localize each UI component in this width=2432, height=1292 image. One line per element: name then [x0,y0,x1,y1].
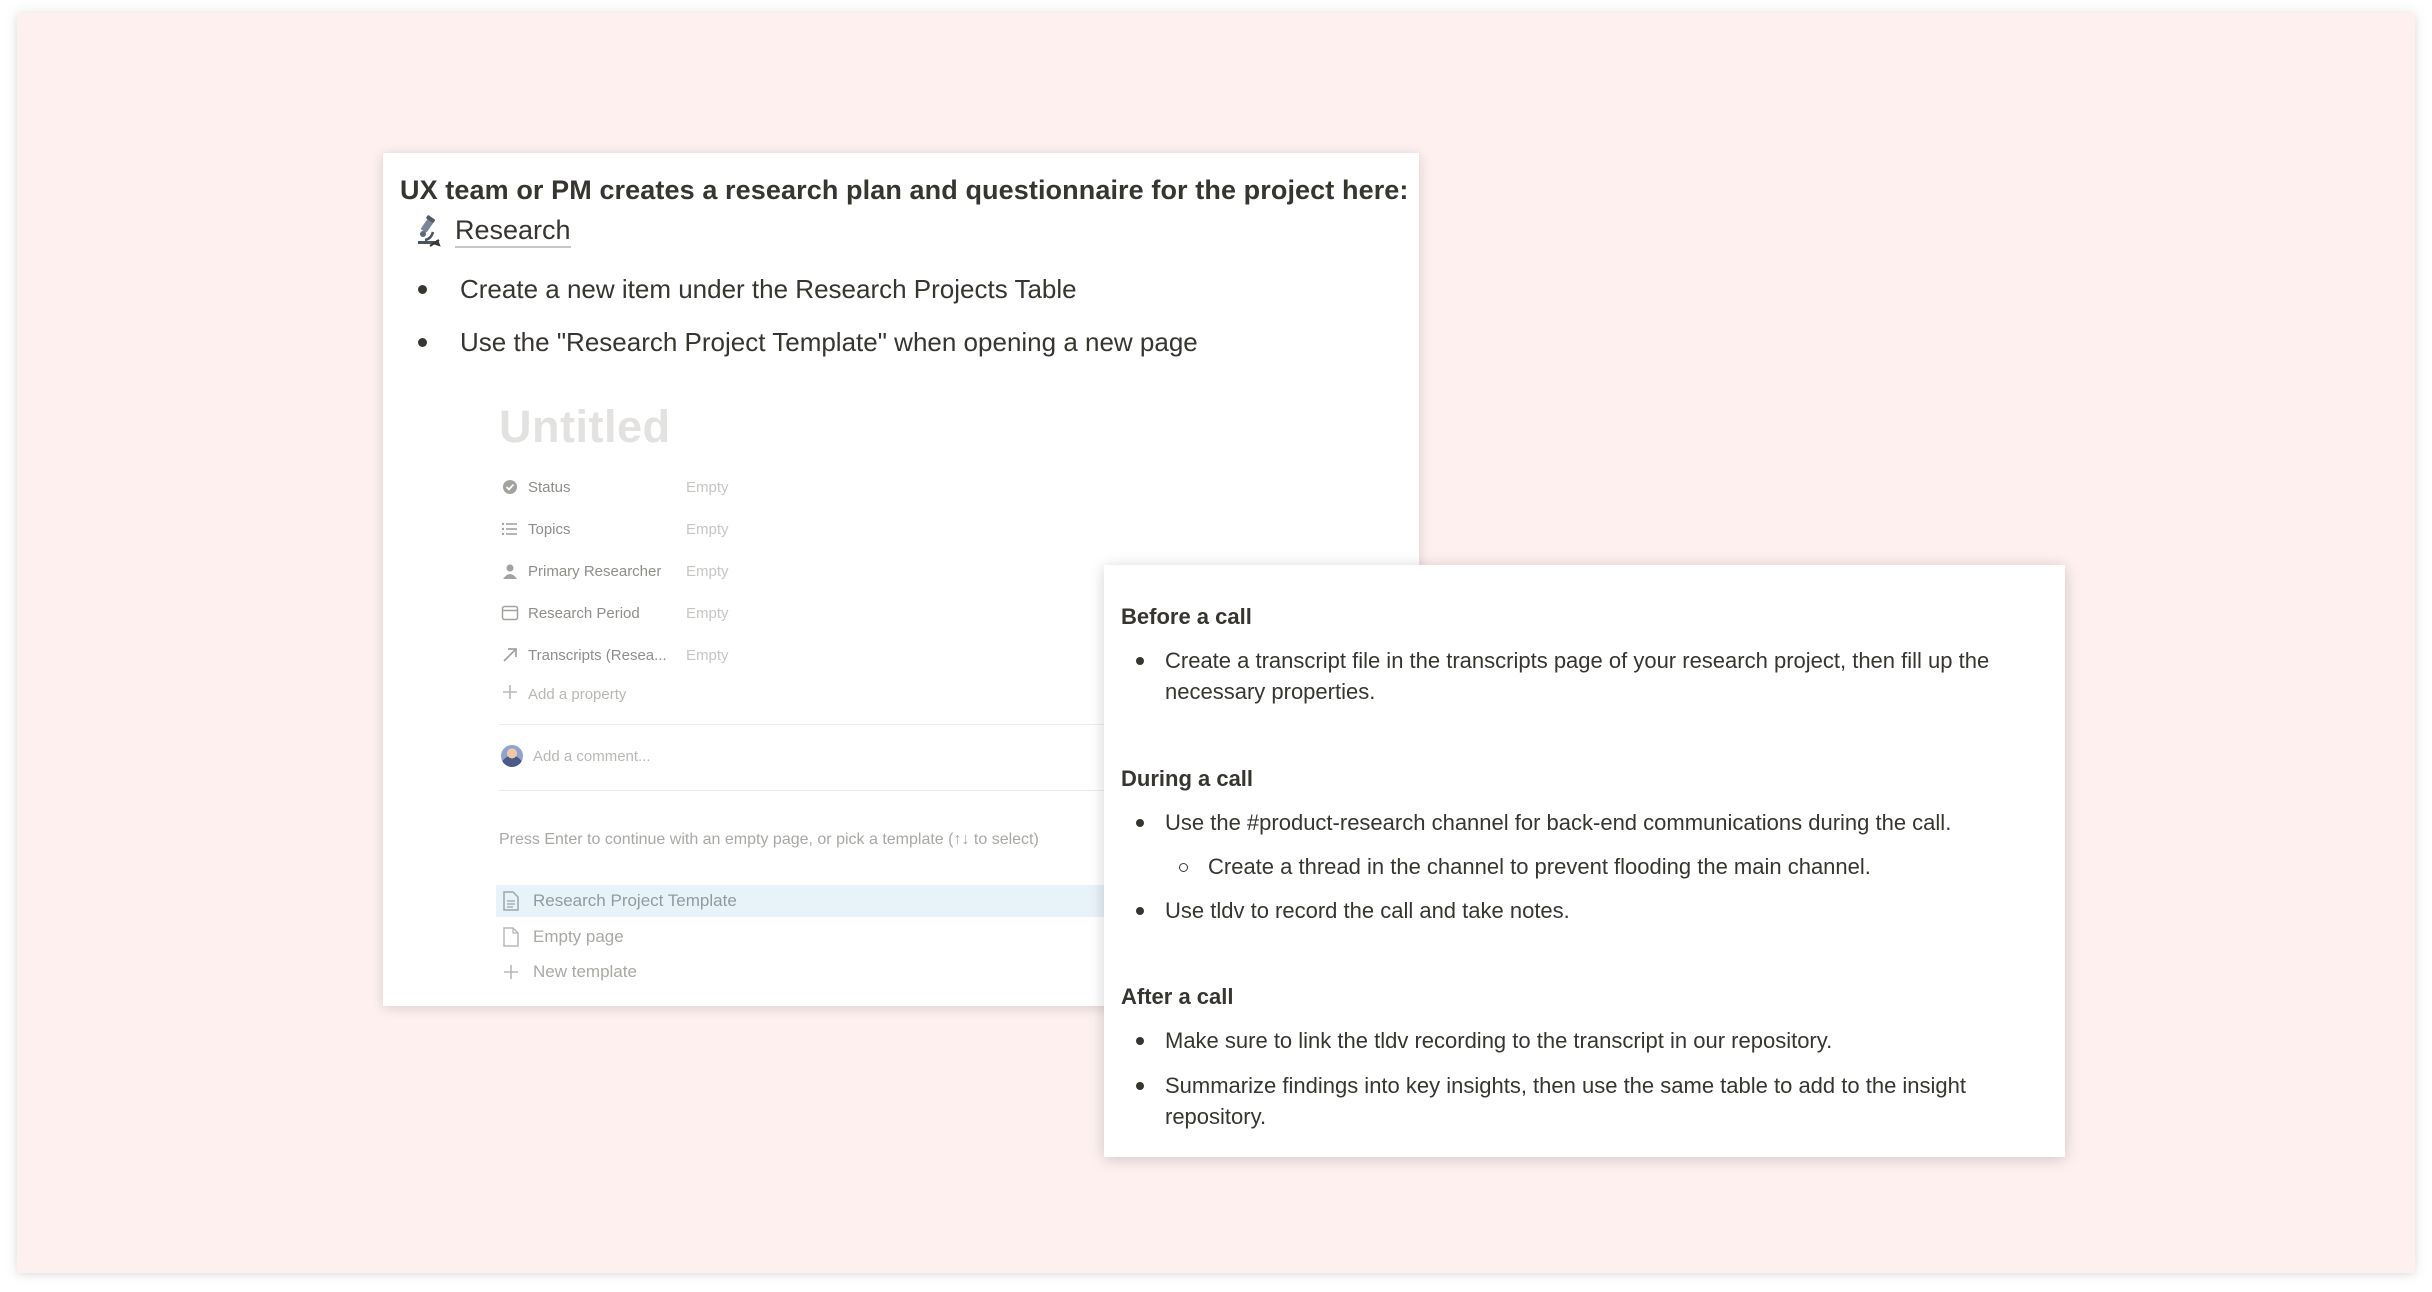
canvas-background [17,13,2415,1273]
list-item: Create a transcript file in the transcripts page of your research project, then fill up the necessary properties. [1121,645,2041,707]
after-call-list [1121,1025,2041,1132]
template-option-empty-page[interactable]: Empty page [496,921,1226,953]
avatar [501,745,523,767]
plus-icon [501,683,519,705]
section-heading: UX team or PM creates a research plan and questionnaire for the project here: [400,175,1409,205]
template-hint: Press Enter to continue with an empty page, or pick a template (↑↓ to select) [499,831,1039,848]
list-item: Summarize findings into key insights, then use the same table to add to the insight repository. [1121,1070,2041,1132]
comment-input[interactable]: Add a comment... [501,745,651,767]
list-item: Create a new item under the Research Projects Table [409,265,1198,318]
add-property-button[interactable]: Add a property [501,683,626,705]
property-primary-researcher[interactable]: Primary Researcher Empty [501,556,729,586]
person-icon [501,562,519,580]
research-link-text: Research [455,215,571,248]
page-icon [502,927,520,947]
list-item: Use the #product-research channel for back-end communications during the call. [1121,807,2041,851]
call-guidelines-card [1104,565,2065,1157]
plus-icon [502,962,520,982]
calendar-icon [501,604,519,622]
section-heading-before-call: Before a call [1121,604,1252,629]
list-item: Use the "Research Project Template" when opening a new page [409,318,1198,371]
property-transcripts[interactable]: Transcripts (Resea... Empty [501,640,729,670]
property-topics[interactable]: Topics Empty [501,514,729,544]
section-heading-during-call: During a call [1121,766,1254,791]
list-item: Make sure to link the tldv recording to the transcript in our repository. [1121,1025,2041,1070]
document-icon [502,891,520,911]
property-research-period[interactable]: Research Period Empty [501,598,729,628]
list-item: Use tldv to record the call and take notes. [1121,895,2041,926]
template-option-research-project[interactable]: Research Project Template [496,885,1226,917]
arrow-up-right-icon [501,646,519,664]
before-call-list [1121,645,2041,707]
list-icon [501,520,519,538]
template-option-new-template[interactable]: New template [496,956,1226,988]
section-heading-after-call: After a call [1121,984,1234,1009]
list-item: Create a thread in the channel to prevent flooding the main channel. [1121,851,2041,895]
during-call-list [1121,807,2041,926]
page-title-placeholder[interactable]: Untitled [499,401,671,452]
status-icon [501,478,519,496]
property-status[interactable]: Status Empty [501,472,729,502]
